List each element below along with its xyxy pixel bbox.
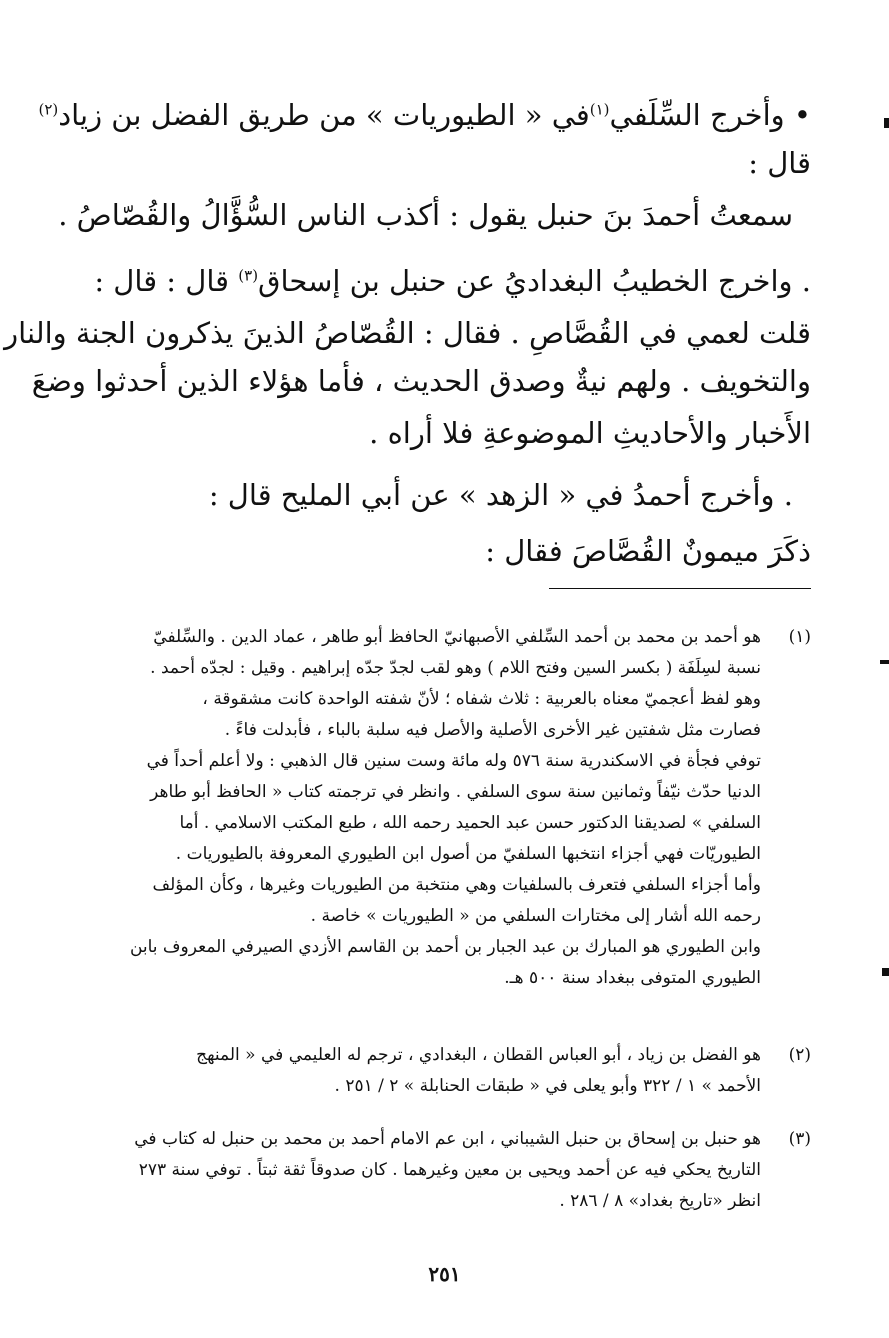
main-line-1	[38, 96, 811, 134]
footnote-1-line: وابن الطيوري هو المبارك بن عبد الجبار بن أحمد بن القاسم الأزدي الصيرفي المعروف بابن	[129, 937, 761, 957]
main-line-8: . وأخرج أحمدُ في « الزهد » عن أبي المليح قال :	[208, 478, 793, 512]
footnote-ref-2[interactable]: (٢)	[38, 100, 59, 119]
main-line-9: ذكَرَ ميمونٌ القُصَّاصَ فقال :	[485, 534, 811, 568]
scan-edge-mark	[880, 660, 889, 664]
footnote-1-line: فصارت مثل شفتين غير الأخرى الأصلية والأصل فيه سلبة بالباء ، فأبدلت فاءً .	[224, 720, 761, 740]
footnote-2-line: الأحمد » ١ / ٣٢٢ وأبو يعلى في « طبقات الحنابلة » ٢ / ٢٥١ .	[334, 1076, 761, 1096]
footnote-1-line: السلفي » لصديقنا الدكتور حسن عبد الحميد رحمه الله ، طبع المكتب الاسلامي . أما	[179, 813, 761, 833]
footnote-3-line: انظر «تاريخ بغداد» ٨ / ٢٨٦ .	[559, 1191, 761, 1211]
main-line-4-start: . واخرج الخطيبُ البغداديُ عن حنبل بن إسحاق	[258, 264, 811, 298]
main-line-1-rest: في « الطيوريات » من طريق الفضل بن زياد	[58, 98, 590, 132]
footnote-ref-3[interactable]: (٣)	[238, 266, 259, 285]
main-line-7: الأَخبار والأحاديثِ الموضوعةِ فلا أراه .	[369, 416, 811, 450]
footnote-3-line: التاريخ يحكي فيه عن أحمد ويحيى بن معين وغيرهما . كان صدوقاً ثقة ثبتاً . توفي سنة ٢٧٣	[138, 1160, 761, 1180]
page-number: ٢٥١	[428, 1262, 461, 1286]
footnote-1-line: رحمه الله أشار إلى مختارات السلفي من « الطيوريات » خاصة .	[310, 906, 761, 926]
main-line-4-rest: قال : قال :	[94, 264, 239, 298]
scan-edge-mark	[884, 118, 889, 128]
footnote-2	[76, 1040, 811, 1102]
footnote-3	[76, 1124, 811, 1217]
footnote-3-line: هو حنبل بن إسحاق بن حنبل الشيباني ، ابن عم الامام أحمد بن محمد بن حنبل له كتاب في	[134, 1129, 761, 1149]
footnote-2-number: (٢)	[788, 1045, 811, 1065]
footnote-1-line: توفي فجأة في الاسكندرية سنة ٥٧٦ وله مائة وست سنين قال الذهبي : ولا أعلم أحداً في	[146, 751, 761, 771]
main-line-6: والتخويف . ولهم نيةٌ وصدق الحديث ، فأما هؤلاء الذين أحدثوا وضعَ	[31, 364, 811, 398]
main-line-4	[71, 262, 811, 300]
main-line-3: سمعتُ أحمدَ بنَ حنبل يقول : أكذب الناس السُّؤَّالُ والقُصّاصُ .	[58, 198, 793, 232]
main-line-5: قلت لعمي في القُصَّاصِ . فقال : القُصّاصُ الذينَ يذكرون الجنة والنار	[4, 316, 811, 350]
main-line-1-start: • وأخرج السِّلَفي	[609, 98, 811, 132]
main-line-2: قال :	[748, 146, 811, 180]
scan-edge-mark	[882, 968, 889, 976]
footnote-1-line: وهو لفظ أعجميّ معناه بالعربية : ثلاث شفاه ؛ لأنّ شفته الواحدة كانت مشقوقة ،	[202, 689, 761, 709]
footnote-1-line: الدنيا حدّث نيّفاً وثمانين سنة سوى السلفي . وانظر في ترجمته كتاب « الحافظ أبو طاهر	[150, 782, 761, 802]
footnote-1	[76, 622, 811, 994]
footnote-ref-1[interactable]: (١)	[589, 100, 610, 119]
footnote-1-line: نسبة لسِلَفَة ( بكسر السين وفتح اللام ) وهو لقب لجدّ جدّه إبراهيم . وقيل : لجدّه أحمد .	[150, 658, 761, 678]
footnote-1-line: الطيوري المتوفى ببغداد سنة ٥٠٠ هـ.	[504, 968, 761, 988]
footnote-1-number: (١)	[788, 627, 811, 647]
footnote-3-number: (٣)	[788, 1129, 811, 1149]
footnote-1-line: هو أحمد بن محمد بن أحمد السِّلفي الأصبهانيّ الحافظ أبو طاهر ، عماد الدين . والسِّلفيّ	[153, 627, 761, 647]
footnote-1-line: وأما أجزاء السلفي فتعرف بالسلفيات وهي منتخبة من الطيوريات وغيرها ، وكأن المؤلف	[152, 875, 761, 895]
footnote-1-line: الطيوريّات فهي أجزاء انتخبها السلفيّ من أصول ابن الطيوري المعروفة بالطيوريات .	[175, 844, 761, 864]
footnote-2-line: هو الفضل بن زياد ، أبو العباس القطان ، البغدادي ، ترجم له العليمي في « المنهج	[196, 1045, 761, 1065]
footnote-separator	[549, 588, 811, 589]
